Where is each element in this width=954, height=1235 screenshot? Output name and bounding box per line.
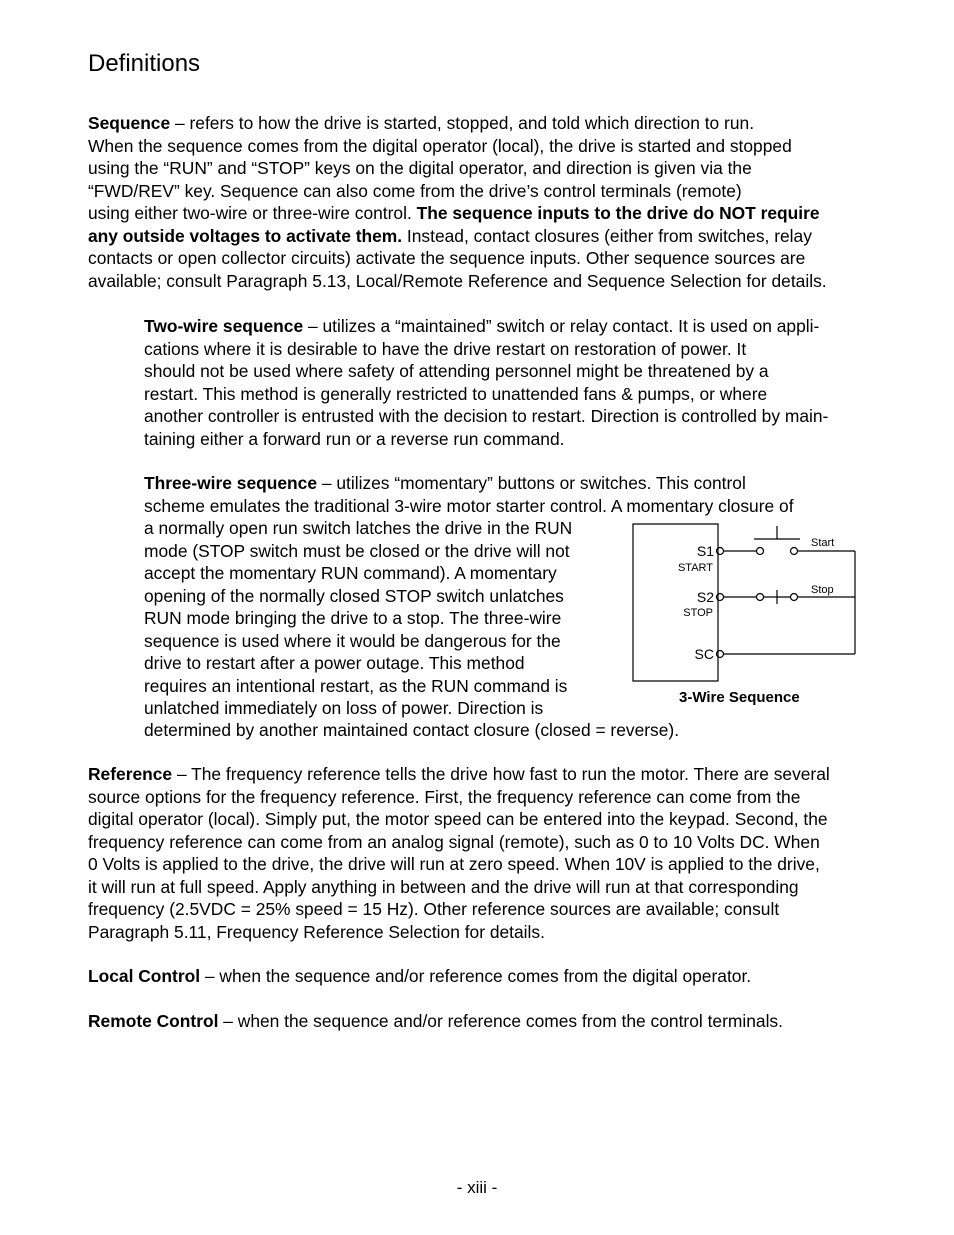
three-wire-paragraph-wrapped: a normally open run switch latches the drive in the RUN mode (STOP switch must be closed or the drive will not accept the momentary RUN command). A momentary opening of the normally closed STOP switch unlatches RUN mode bringing the drive to a stop. The three-wire sequence is used where it would be dangerous for the drive to restart after a power outage. This method requires an intentional restart, as the RUN command is unlatched immediately on loss of power. Direction is [144,518,573,718]
local-control-term: Local Control [88,966,201,986]
three-wire-paragraph-bottom: determined by another maintained contact closure (closed = reverse). [144,720,680,740]
two-wire-term: Two-wire sequence [144,316,304,336]
start-contact-right [791,548,798,555]
sequence-paragraph: Sequence – refers to how the drive is started, stopped, and told which direction to run. When the sequence comes from the digital operator (local), the drive is started and stopped using the “RUN” and “STOP” keys on the digital operator, and direction is given via the “FWD/REV” key. Sequence can also come from the drive’s control terminals (remote) using either two-wire or three-wire control. The sequence inputs to the drive do NOT require any outside voltages to activate them. Instead, contact closures (either from switches, relay contacts or open collector circuits) activate the sequence inputs. Other sequence sources are available; consult Paragraph 5.13, Local/Remote Reference and Sequence Selection for details. [88,113,827,291]
diagram-caption: 3-Wire Sequence [679,689,800,706]
stop-contact-left [757,594,764,601]
start-contact-left [757,548,764,555]
local-control-paragraph: Local Control – when the sequence and/or reference comes from the digital operator. [88,966,752,986]
start-label: Start [811,537,835,549]
three-wire-paragraph-top: Three-wire sequence – utilizes “momentary” buttons or switches. This control scheme emulates the traditional 3-wire motor starter control. A momentary closure of [144,473,794,516]
three-wire-term: Three-wire sequence [144,473,318,493]
s2-sublabel: STOP [683,607,713,619]
s2-label: S2 [696,589,714,605]
reference-term: Reference [88,764,173,784]
stop-label: Stop [811,584,834,596]
s1-sublabel: START [677,562,713,574]
remote-control-term: Remote Control [88,1011,219,1031]
sequence-term: Sequence [88,113,171,133]
remote-control-paragraph: Remote Control – when the sequence and/or reference comes from the control terminals. [88,1011,783,1031]
three-wire-diagram [630,520,860,710]
two-wire-paragraph: Two-wire sequence – utilizes a “maintained” switch or relay contact. It is used on appli- cations where it is desirable to have the drive restart on restoration of power. It should not be used where safety of attending personnel might be threatened by a restart. This method is generally restricted to unattended fans & pumps, or where another controller is entrusted with the decision to restart. Direction is controlled by main- taining either a forward run or a reverse run command. [144,316,829,449]
s1-label: S1 [696,543,714,559]
page-number: - xiii - [456,1178,498,1197]
sc-label: SC [694,646,714,662]
stop-contact-right [791,594,798,601]
page-title: Definitions [88,50,201,77]
reference-paragraph: Reference – The frequency reference tells the drive how fast to run the motor. There are several source options for the frequency reference. First, the frequency reference can come from the digital operator (local). Simply put, the motor speed can be entered into the keypad. Second, the frequency reference can come from an analog signal (remote), such as 0 to 10 Volts DC. When 0 Volts is applied to the drive, the drive will run at zero speed. When 10V is applied to the drive, it will run at full speed. Apply anything in between and the drive will run at that corresponding frequency (2.5VDC = 25% speed = 15 Hz). Other reference sources are available; consult Paragraph 5.11, Frequency Reference Selection for details. [88,764,830,942]
